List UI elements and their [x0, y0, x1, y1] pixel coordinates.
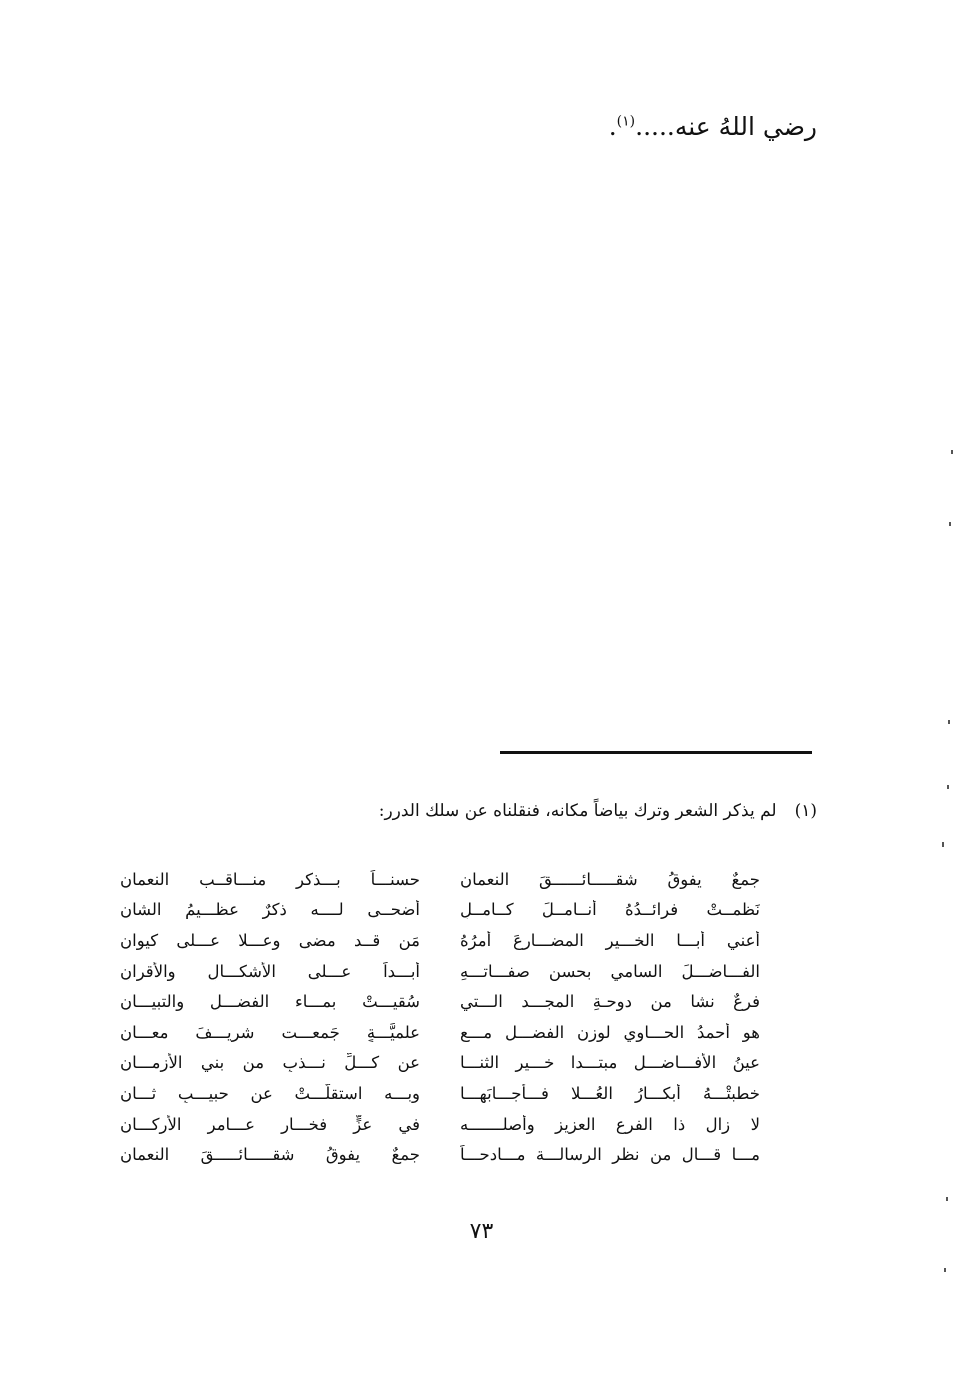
poem-verse	[120, 956, 760, 987]
verse-second-hemistich: علميَّـــةٍ جَمعـــت شريـــفَ معـــانِ	[120, 1022, 420, 1042]
verse-second-hemistich: في عزٍّ فخـــارِ عـــامرِ الأركـــانِ	[120, 1114, 420, 1134]
verse-second-hemistich: أضحــى لــــه ذكرٌ عظـــيمُ الشانِ	[120, 900, 420, 920]
poem-verse	[120, 1078, 760, 1109]
verse-first-hemistich: عينُ الأفـــاضـــلِ مبتـــدا خـــير الثنـــا	[460, 1053, 760, 1073]
scan-speck	[949, 522, 951, 526]
verse-second-hemistich: مَن قــد مضى وعـــلا عـــلى كيوانِ	[120, 930, 420, 950]
poem	[120, 864, 760, 1170]
main-text-period: .	[608, 112, 617, 141]
verse-second-hemistich: جمعٌ يفوقُ شقـــــائـــــقَ النعمانِ	[120, 1145, 420, 1165]
scan-speck	[947, 785, 949, 789]
poem-verse	[120, 864, 760, 895]
poem-verse	[120, 925, 760, 956]
verse-second-hemistich: عن كـــلِّ نـــذبٍ من بني الأزمـــانِ	[120, 1053, 420, 1073]
poem-verse	[120, 986, 760, 1017]
verse-first-hemistich: خطبتْـــهُ أبكـــارُ العُـــلا فـــأجـــابَهـــا	[460, 1083, 760, 1103]
poem-verse	[120, 1048, 760, 1079]
verse-first-hemistich: الفـــاضـــلَ السامي بحسن صفـــاتـــهِ	[460, 961, 760, 981]
scan-speck	[951, 450, 953, 454]
scan-speck	[948, 720, 950, 724]
poem-verse	[120, 1017, 760, 1048]
footnote-marker: (١)	[794, 801, 817, 821]
footnote	[379, 801, 817, 821]
verse-first-hemistich: فرعٌ نشا من دوحـةِ المجـــد الـــتي	[460, 992, 760, 1012]
main-text: رضي اللهُ عنه.....	[635, 112, 817, 141]
verse-first-hemistich: لا زال ذا الفرع العزيز وأصلـــــــه	[460, 1114, 760, 1134]
poem-verse	[120, 895, 760, 926]
scan-speck	[944, 1268, 946, 1272]
scan-speck	[942, 842, 944, 847]
poem-verse	[120, 1139, 760, 1170]
scan-speck	[946, 1197, 948, 1201]
verse-first-hemistich: مـــا قـــال من نظر الرسالـــة مـــادحـــاً	[460, 1145, 760, 1165]
verse-first-hemistich: جمعٌ يفوقُ شقـــــائــــــقَ النعمانِ	[460, 869, 760, 889]
verse-first-hemistich: أعني أبـــا الخـــيرِ المضـــارعَ أمرُهُ	[460, 930, 760, 950]
verse-first-hemistich: هو أحمدُ الحـــاوي لوزنِ الفضـــل مـــع	[460, 1022, 760, 1042]
verse-second-hemistich: وبـــه استقلَّـــتْ عن حبيـــبٍ ثـــانِ	[120, 1083, 420, 1103]
main-text-line	[609, 112, 817, 141]
verse-second-hemistich: حسنـــاً بـــذكرِ منـــاقــب النعمانِ	[120, 869, 420, 889]
footnote-reference[interactable]: (١)	[616, 113, 636, 130]
verse-second-hemistich: سُقيـــتْ بمـــاء الفضـــلِ والتبيـــانِ	[120, 992, 420, 1012]
poem-verse	[120, 1109, 760, 1140]
footnote-text: لم يذكر الشعر وترك بياضاً مكانه، فنقلناه عن سلك الدرر:	[378, 801, 777, 821]
page-number: ٧٣	[469, 1219, 494, 1244]
verse-first-hemistich: نَظمــتْ فرائــدُهُ أنــامــلَ كــامــلٍ	[460, 900, 760, 920]
footnote-separator	[500, 751, 812, 754]
verse-second-hemistich: أبـــداً عـــلى الأشكـــالِ والأقرانِ	[120, 961, 420, 981]
